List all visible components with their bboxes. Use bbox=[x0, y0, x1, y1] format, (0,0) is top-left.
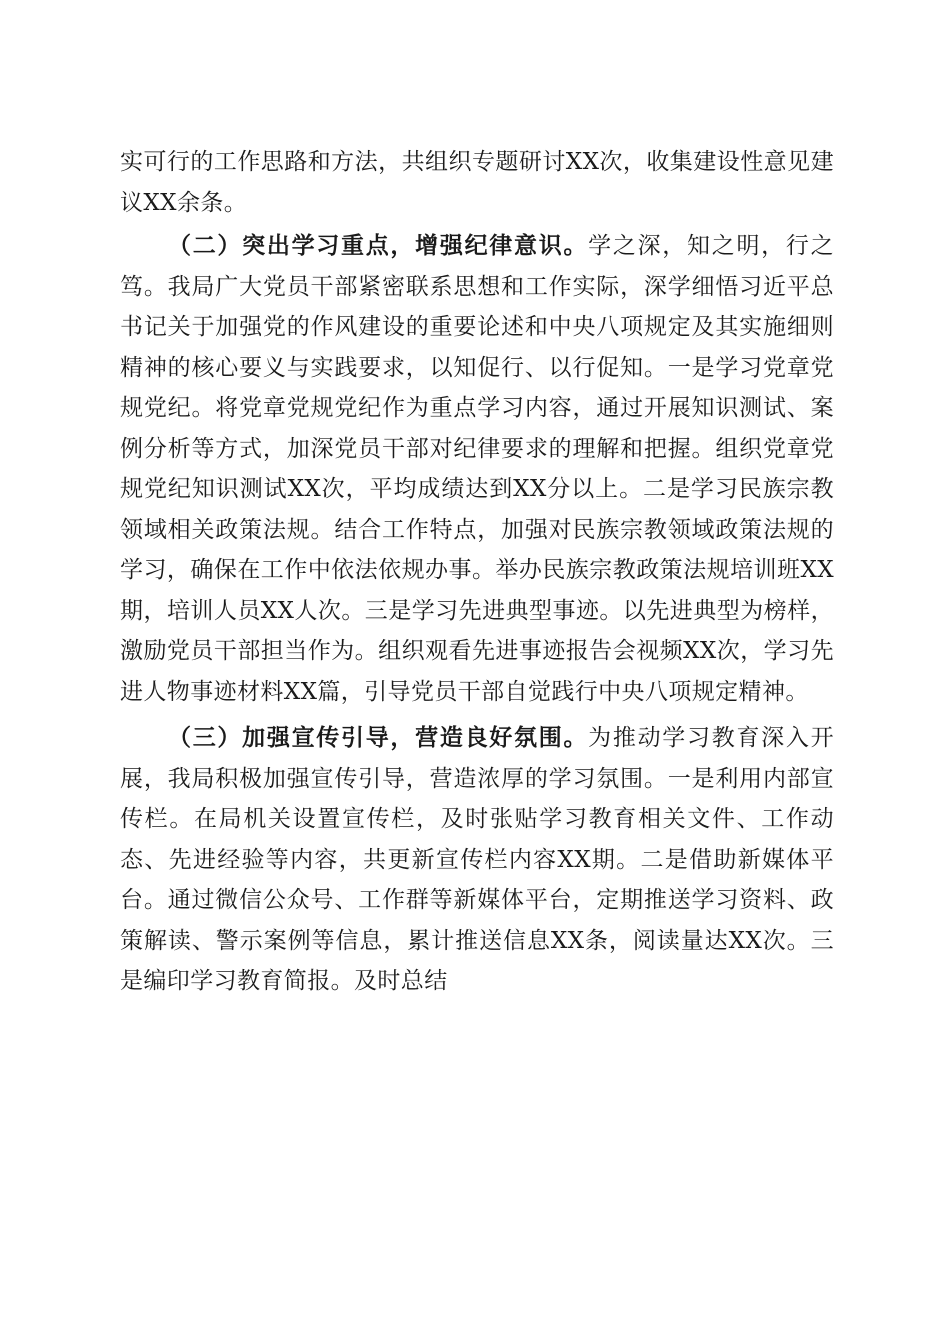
paragraph-text: 实可行的工作思路和方法，共组织专题研讨XX次，收集建设性意见建议XX余条。 bbox=[120, 149, 834, 216]
paragraph-text: 为推动学习教育深入开展，我局积极加强宣传引导，营造浓厚的学习氛围。一是利用内部宣传栏。在局机关设置宣传栏，及时张贴学习教育相关文件、工作动态、先进经验等内容，共更新宣传栏内容XX期。二是借助新媒体平台。通过微信公众号、工作群等新媒体平台，定期推送学习资料、政策解读、警示案例等信息，累计推送信息XX条，阅读量达XX次。三是编印学习教育简报。及时总结 bbox=[120, 725, 834, 994]
paragraph-section-2 bbox=[120, 226, 834, 712]
paragraph-section-3 bbox=[120, 718, 834, 1002]
section-heading: （三）加强宣传引导，营造良好氛围。 bbox=[168, 724, 589, 751]
paragraph-text: 学之深，知之明，行之笃。我局广大党员干部紧密联系思想和工作实际，深学细悟习近平总书记关于加强党的作风建设的重要论述和中央八项规定及其实施细则精神的核心要义与实践要求，以知促行、以行促知。一是学习党章党规党纪。将党章党规党纪作为重点学习内容，通过开展知识测试、案例分析等方式，加深党员干部对纪律要求的理解和把握。组织党章党规党纪知识测试XX次，平均成绩达到XX分以上。二是学习民族宗教领域相关政策法规。结合工作特点，加强对民族宗教领域政策法规的学习，确保在工作中依法依规办事。举办民族宗教政策法规培训班XX期，培训人员XX人次。三是学习先进典型事迹。以先进典型为榜样，激励党员干部担当作为。组织观看先进事迹报告会视频XX次，学习先进人物事迹材料XX篇，引导党员干部自觉践行中央八项规定精神。 bbox=[120, 233, 834, 705]
section-heading: （二）突出学习重点，增强纪律意识。 bbox=[168, 232, 589, 259]
document-body bbox=[120, 142, 834, 1002]
paragraph-continuation bbox=[120, 142, 834, 223]
